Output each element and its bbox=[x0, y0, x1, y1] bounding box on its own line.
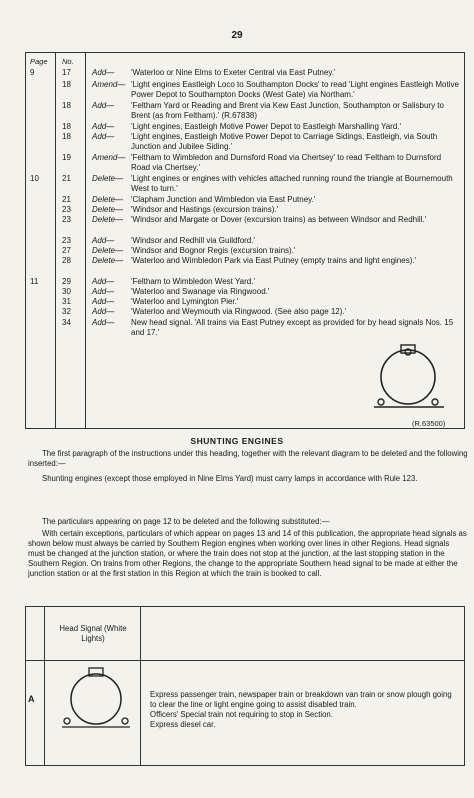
text-cell: 'Windsor and Bognor Regis (excursion trains).' bbox=[131, 246, 296, 255]
paragraph-4: With certain exceptions, particulars of which appear on pages 13 and 14 of this publication, the appropriate head signals as shown below must always be carried by Southern Region engines when working over lines in other Regions. Head signals must be changed at the junction station, or where the train does not stop at the junction, at the last stopping station in the Southern Region. On trains from other Regions, the change to the appropriate Southern head signal to be made at either the junction station or at the first station in this Region at which the train is booked to call. bbox=[28, 529, 467, 578]
column-divider-no bbox=[85, 52, 86, 429]
action-cell: Delete— bbox=[92, 195, 124, 204]
lamp-left-a bbox=[64, 718, 70, 724]
description-line-3: Express diesel car. bbox=[150, 720, 216, 729]
text-cell: 'Clapham Junction and Wimbledon via East Putney.' bbox=[131, 195, 316, 204]
action-cell: Add— bbox=[92, 122, 115, 131]
description-line-2: Officers' Special train not requiring to stop in Section. bbox=[150, 710, 333, 719]
number-cell: 18 bbox=[62, 122, 71, 131]
text-cell: 'Light engines, Eastleigh Motive Power Depot to Carriage Sidings, Eastleigh, via South Junction and Jubilee Siding.' bbox=[131, 132, 438, 151]
action-cell: Add— bbox=[92, 297, 115, 306]
number-cell: 29 bbox=[62, 277, 71, 286]
head-signal-header-divider bbox=[25, 660, 465, 661]
action-cell: Add— bbox=[92, 132, 115, 141]
number-cell: 17 bbox=[62, 68, 71, 77]
head-signal-row-letter: A bbox=[28, 694, 35, 704]
action-cell: Delete— bbox=[92, 215, 124, 224]
number-cell: 18 bbox=[62, 101, 71, 110]
text-cell: 'Windsor and Margate or Dover (excursion trains) as between Windsor and Redhill.' bbox=[131, 215, 427, 224]
number-cell: 23 bbox=[62, 215, 71, 224]
lamp-bottom-right bbox=[432, 399, 438, 405]
description-line-1: Express passenger train, newspaper train or breakdown van train or snow plough going to clear the line or light engine going to assist disabled train. bbox=[150, 690, 452, 709]
paragraph-2: Shunting engines (except those employed in Nine Elms Yard) must carry lamps in accordance with Rule 123. bbox=[42, 474, 418, 483]
head-signal-a-diagram bbox=[58, 664, 134, 730]
text-cell: 'Feltham to Wimbledon and Durnsford Road via Chertsey' to read 'Feltham to Durnsford Road via Chertsey.' bbox=[131, 153, 442, 172]
text-cell: 'Waterloo and Weymouth via Ringwood. (See also page 12).' bbox=[131, 307, 347, 316]
header-page: Page bbox=[30, 57, 48, 66]
action-cell: Add— bbox=[92, 287, 115, 296]
text-cell: 'Light engines or engines with vehicles attached running round the triangle at Bournemouth West to turn.' bbox=[131, 174, 453, 193]
head-signal-description bbox=[150, 690, 456, 730]
number-cell: 21 bbox=[62, 195, 71, 204]
lamp-bottom-left bbox=[378, 399, 384, 405]
text-cell: 'Waterloo and Wimbledon Park via East Putney (empty trains and light engines).' bbox=[131, 256, 417, 265]
column-divider-page bbox=[55, 52, 56, 429]
action-cell: Amend— bbox=[92, 80, 126, 89]
text-cell: New head signal. 'All trains via East Putney except as provided for by head signals Nos. 15 and 17.' bbox=[131, 318, 454, 337]
number-cell: 23 bbox=[62, 205, 71, 214]
action-cell: Delete— bbox=[92, 205, 124, 214]
action-cell: Add— bbox=[92, 68, 115, 77]
lamp-right-a bbox=[122, 718, 128, 724]
action-cell: Add— bbox=[92, 101, 115, 110]
number-cell: 30 bbox=[62, 287, 71, 296]
text-cell: 'Feltham Yard or Reading and Brent via Kew East Junction, Southampton or Salisbury to Brent (as from Feltham).' (R.67838) bbox=[131, 101, 444, 120]
engine-front-circle bbox=[381, 350, 435, 404]
number-cell: 18 bbox=[62, 132, 71, 141]
action-cell: Add— bbox=[92, 277, 115, 286]
text-cell: 'Waterloo and Swanage via Ringwood.' bbox=[131, 287, 270, 296]
page-number: 29 bbox=[231, 30, 243, 41]
text-cell: 'Light engines Eastleigh Loco to Southampton Docks' to read 'Light engines Eastleigh Motive Power Depot to Southampton Docks (West Gate) via Northam.' bbox=[131, 80, 459, 99]
paragraph-3: The particulars appearing on page 12 to be deleted and the following substituted:— bbox=[42, 517, 330, 526]
page-cell: 10 bbox=[30, 174, 39, 183]
number-cell: 18 bbox=[62, 80, 71, 89]
action-cell: Delete— bbox=[92, 246, 124, 255]
head-signal-col-divider-1 bbox=[44, 606, 45, 766]
head-signal-header: Head Signal (White Lights) bbox=[59, 624, 127, 643]
number-cell: 34 bbox=[62, 318, 71, 327]
text-cell: 'Windsor and Hastings (excursion trains).' bbox=[131, 205, 279, 214]
paragraph-1: The first paragraph of the instructions under this heading, together with the relevant diagram to be deleted and the following inserted:— bbox=[28, 449, 468, 468]
action-cell: Delete— bbox=[92, 256, 124, 265]
section-title: SHUNTING ENGINES bbox=[190, 436, 284, 446]
action-cell: Add— bbox=[92, 318, 115, 327]
text-cell: 'Waterloo and Lymington Pier.' bbox=[131, 297, 239, 306]
text-cell: 'Waterloo or Nine Elms to Exeter Central via East Putney.' bbox=[131, 68, 336, 77]
page-cell: 11 bbox=[30, 277, 39, 286]
page-cell: 9 bbox=[30, 68, 35, 77]
action-cell: Delete— bbox=[92, 174, 124, 183]
number-cell: 32 bbox=[62, 307, 71, 316]
head-signal-diagram bbox=[372, 337, 452, 411]
number-cell: 23 bbox=[62, 236, 71, 245]
table-reference: (R.63500) bbox=[412, 419, 446, 428]
number-cell: 31 bbox=[62, 297, 71, 306]
number-cell: 19 bbox=[62, 153, 71, 162]
head-signal-col-divider-2 bbox=[140, 606, 141, 766]
number-cell: 28 bbox=[62, 256, 71, 265]
text-cell: 'Windsor and Redhill via Guildford.' bbox=[131, 236, 255, 245]
action-cell: Add— bbox=[92, 307, 115, 316]
action-cell: Add— bbox=[92, 236, 115, 245]
engine-front-circle-a bbox=[71, 674, 121, 724]
action-cell: Amend— bbox=[92, 153, 126, 162]
number-cell: 27 bbox=[62, 246, 71, 255]
number-cell: 21 bbox=[62, 174, 71, 183]
text-cell: 'Light engines, Eastleigh Motive Power Depot to Eastleigh Marshalling Yard.' bbox=[131, 122, 402, 131]
header-no: No. bbox=[62, 57, 74, 66]
text-cell: 'Feltham to Wimbledon West Yard.' bbox=[131, 277, 255, 286]
